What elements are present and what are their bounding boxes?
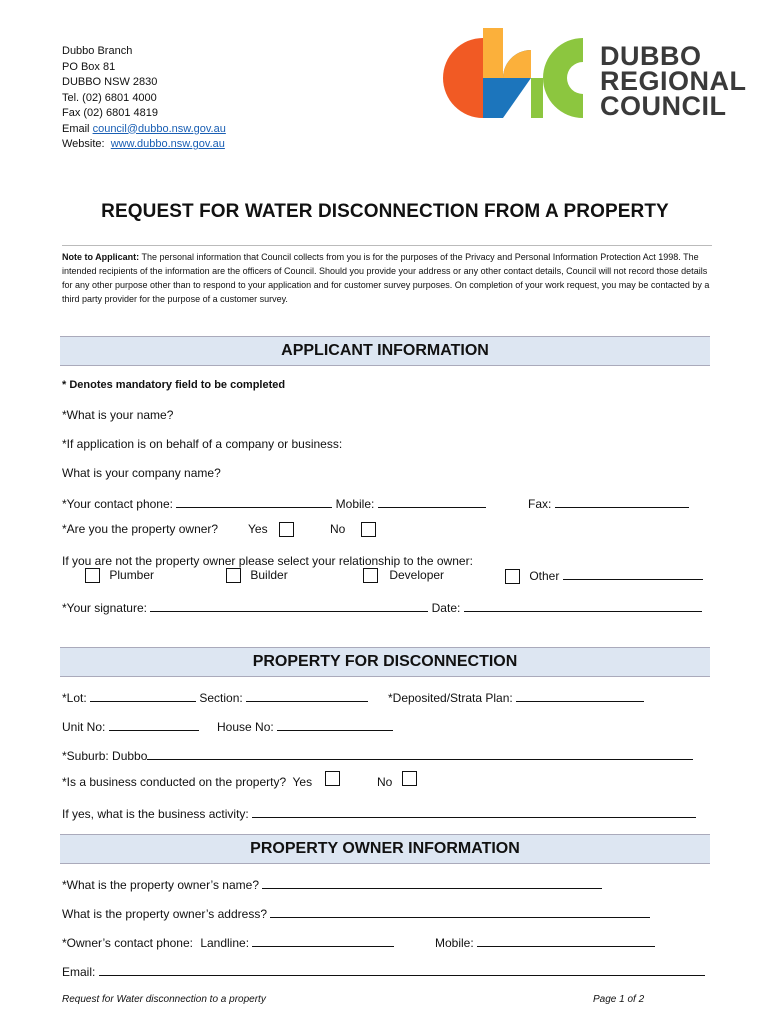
plumber-checkbox[interactable]	[85, 568, 100, 583]
activity-field[interactable]	[252, 806, 696, 818]
lot-field[interactable]	[90, 690, 196, 702]
owner-yes-option: Yes	[248, 522, 294, 537]
privacy-note	[62, 245, 712, 306]
business-question-row: *Is a business conducted on the property? Yes	[62, 775, 340, 790]
unit-field[interactable]	[109, 719, 199, 731]
owner-name-row: *What is the property owner’s name?	[62, 877, 602, 892]
page-number: Page 1 of 2	[593, 994, 645, 1005]
other-field[interactable]	[563, 568, 703, 580]
phone-line: Tel. (02) 6801 4000	[62, 91, 157, 104]
rel-developer-option: Developer	[363, 568, 444, 583]
owner-name-field[interactable]	[262, 877, 602, 889]
property-heading: PROPERTY FOR DISCONNECTION	[60, 647, 710, 677]
address-line: PO Box 81	[62, 60, 116, 73]
note-label: Note to Applicant:	[62, 252, 140, 262]
owner-heading: PROPERTY OWNER INFORMATION	[60, 834, 710, 864]
email-line: Email council@dubbo.nsw.gov.au	[62, 122, 226, 135]
house-field[interactable]	[277, 719, 393, 731]
rel-other-option: Other	[505, 568, 703, 584]
relationship-label: If you are not the property owner please select your relationship to the owner:	[62, 554, 473, 568]
mandatory-note: * Denotes mandatory field to be completed	[62, 379, 286, 391]
council-logo	[440, 26, 590, 131]
address-block	[62, 44, 226, 153]
section-field[interactable]	[246, 690, 368, 702]
lot-row: *Lot: Section:	[62, 690, 368, 705]
footer-title: Request for Water disconnection to a property	[62, 994, 266, 1005]
date-field[interactable]	[464, 600, 702, 612]
fax-field[interactable]	[555, 496, 689, 508]
note-text: The personal information that Council collects from you is for the purposes of the Privacy and Personal Information Protection Act 1998. The intended recipients of the information are the officers of Council. Should you provide your address or any other contact details, Council will not record those details for any other purpose other than to respond to your application and for customer survey purposes. On completion of your work request, you may be contacted by a third party provider for the purpose of a customer survey.	[62, 252, 710, 304]
website-line: Website: www.dubbo.nsw.gov.au	[62, 138, 225, 150]
owner-address-row: What is the property owner’s address?	[62, 906, 650, 921]
contact-phone-row: *Your contact phone: Mobile:	[62, 496, 486, 511]
owner-email-field[interactable]	[99, 964, 705, 976]
owner-question-row: *Are you the property owner?	[62, 522, 219, 536]
owner-yes-checkbox[interactable]	[279, 522, 294, 537]
company-label: What is your company name?	[62, 466, 221, 480]
signature-row: *Your signature: Date:	[62, 600, 702, 615]
mobile-field[interactable]	[378, 496, 486, 508]
plan-field[interactable]	[516, 690, 644, 702]
contact-phone-field[interactable]	[176, 496, 332, 508]
address-line: Dubbo Branch	[62, 45, 133, 57]
applicant-heading: APPLICANT INFORMATION	[60, 336, 710, 366]
fax-line: Fax (02) 6801 4819	[62, 107, 159, 119]
unit-row: Unit No:	[62, 719, 199, 734]
logo-mark-icon	[440, 26, 590, 126]
page-title: REQUEST FOR WATER DISCONNECTION FROM A PROPERTY	[101, 201, 669, 222]
plan-row: *Deposited/Strata Plan:	[388, 690, 644, 705]
owner-mobile-row: Mobile:	[435, 935, 655, 950]
house-row: House No:	[217, 719, 393, 734]
suburb-field[interactable]	[147, 748, 693, 760]
address-line: DUBBO NSW 2830	[62, 76, 158, 88]
website-link[interactable]: www.dubbo.nsw.gov.au	[110, 138, 225, 150]
owner-phone-row: *Owner’s contact phone: Landline:	[62, 935, 394, 950]
owner-address-field[interactable]	[270, 906, 650, 918]
fax-row: Fax:	[528, 496, 689, 511]
business-no-checkbox[interactable]	[402, 771, 417, 786]
developer-checkbox[interactable]	[363, 568, 378, 583]
behalf-label: *If application is on behalf of a company or business:	[62, 437, 343, 451]
logo-wordmark: DUBBO REGIONAL COUNCIL	[600, 41, 747, 121]
landline-field[interactable]	[252, 935, 394, 947]
owner-no-option: No	[330, 522, 376, 537]
owner-email-row: Email:	[62, 964, 705, 979]
rel-plumber-option: Plumber	[85, 568, 154, 583]
activity-row: If yes, what is the business activity:	[62, 806, 696, 821]
name-label: *What is your name?	[62, 408, 174, 422]
business-no-option: No	[377, 775, 417, 790]
owner-no-checkbox[interactable]	[361, 522, 376, 537]
business-yes-checkbox[interactable]	[325, 771, 340, 786]
email-link[interactable]: council@dubbo.nsw.gov.au	[92, 122, 226, 135]
suburb-row: *Suburb: Dubbo	[62, 748, 693, 763]
owner-mobile-field[interactable]	[477, 935, 655, 947]
rel-builder-option: Builder	[226, 568, 288, 583]
other-checkbox[interactable]	[505, 569, 520, 584]
signature-field[interactable]	[150, 600, 428, 612]
builder-checkbox[interactable]	[226, 568, 241, 583]
